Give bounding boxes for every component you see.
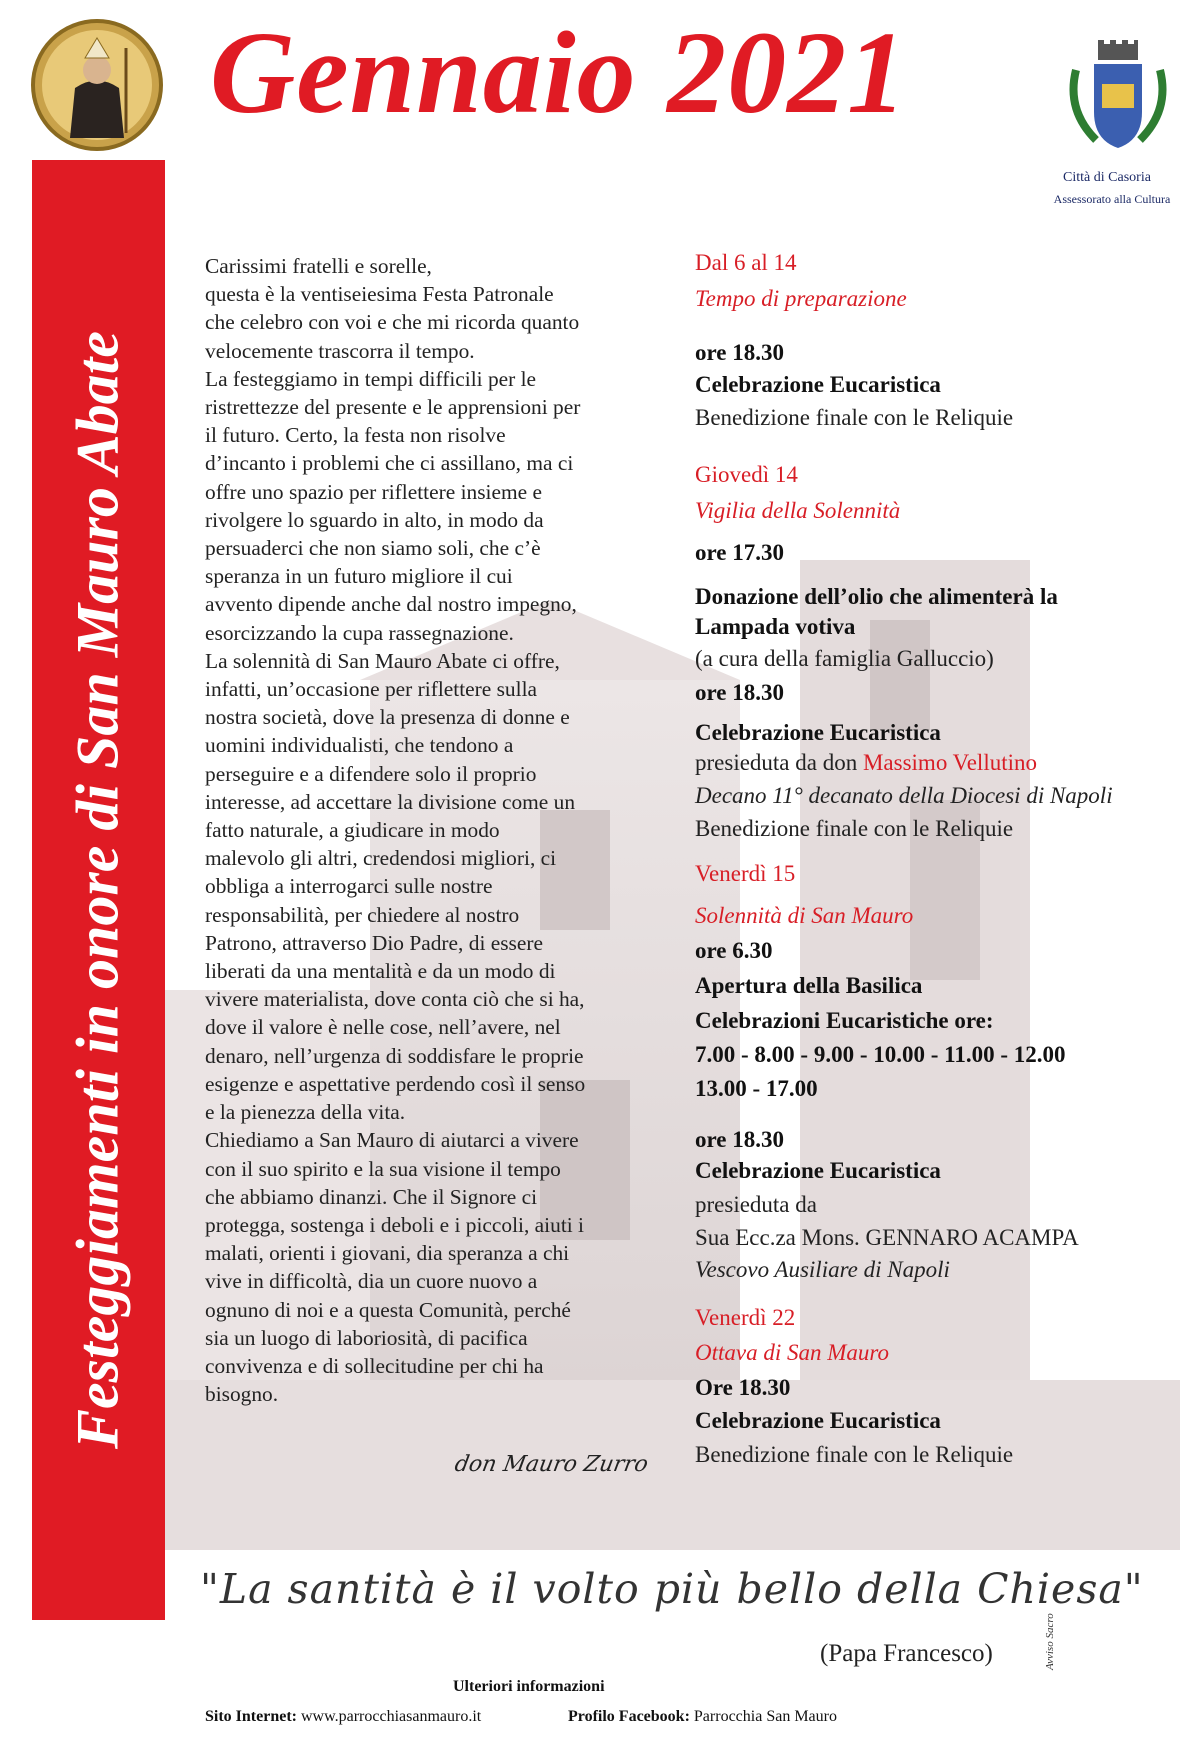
- letter-line: avvento dipende anche dal nostro impegno,: [205, 592, 577, 617]
- program-line-bold: Celebrazione Eucaristica: [695, 1158, 941, 1183]
- letter-line: malati, orienti i giovani, dia speranza a chi: [205, 1241, 570, 1266]
- letter-line: velocemente trascorra il tempo.: [205, 338, 475, 363]
- program-line-time: ore 17.30: [695, 540, 785, 565]
- letter-line: interesse, ad accettare la divisione come un: [205, 789, 576, 814]
- letter-line: che celebro con voi e che mi ricorda quanto: [205, 310, 580, 335]
- letter-line: uomini individualisti, che tendono a: [205, 733, 514, 758]
- city-department: Assessorato alla Cultura: [1053, 192, 1171, 206]
- website-link[interactable]: www.parrocchiasanmauro.it: [300, 1708, 482, 1725]
- info-website: [205, 1708, 481, 1726]
- city-crest-icon: [1062, 40, 1174, 160]
- letter-line: e la pienezza della vita.: [205, 1100, 406, 1125]
- letter-line: ognuno di noi e a questa Comunità, perché: [205, 1297, 571, 1322]
- page-title: Gennaio 2021: [210, 7, 908, 138]
- letter-line: Carissimi fratelli e sorelle,: [205, 254, 432, 278]
- side-banner-text: Festeggiamenti in onore di San Mauro Abate: [64, 331, 131, 1449]
- program-highlight: Massimo Vellutino: [862, 750, 1037, 775]
- program-line-reg: Benedizione finale con le Reliquie: [695, 1442, 1014, 1467]
- program-line-ital: Decano 11° decanato della Diocesi di Napoli: [695, 783, 1113, 808]
- letter-line: fatto naturale, a giudicare in modo: [205, 818, 500, 843]
- program-line-sub: Ottava di San Mauro: [695, 1340, 889, 1365]
- quote-author: (Papa Francesco): [820, 1640, 993, 1667]
- letter-line: convivenza e di sollecitudine per chi ha: [205, 1353, 544, 1378]
- letter-line: protegga, sostenga i deboli e i piccoli, aiuti i: [205, 1212, 584, 1237]
- letter-line: responsabilità, per chiedere al nostro: [205, 902, 520, 927]
- letter-line: dove il valore è nelle cose, nell’avere, nel: [205, 1015, 561, 1040]
- program-line-time: ore 18.30: [695, 680, 785, 705]
- program-line-bold: 7.00 - 8.00 - 9.00 - 10.00 - 11.00 - 12.00: [695, 1042, 1066, 1067]
- letter-line: bisogno.: [205, 1382, 279, 1407]
- quote: "La santità è il volto più bello della Chiesa": [200, 1565, 1144, 1613]
- program-line-day: Venerdì 22: [695, 1305, 796, 1330]
- program-line-day: Dal 6 al 14: [695, 250, 797, 275]
- program-line-sub: Tempo di preparazione: [695, 286, 907, 311]
- small-credit: Avviso Sacro: [1044, 1613, 1056, 1670]
- program-line-bold: Apertura della Basilica: [695, 973, 923, 998]
- program-line-bold: Celebrazione Eucaristica: [695, 720, 941, 745]
- letter-line: questa è la ventiseiesima Festa Patronale: [205, 282, 554, 307]
- info-title: Ulteriori informazioni: [453, 1678, 605, 1695]
- letter-line: offre uno spazio per riflettere insieme e: [205, 479, 542, 504]
- program-line-ital: Vescovo Ausiliare di Napoli: [695, 1257, 950, 1282]
- facebook-link[interactable]: Parrocchia San Mauro: [693, 1708, 837, 1725]
- program-text: presieduta da don: [695, 750, 863, 775]
- letter-line: perseguire e a difendere solo il proprio: [205, 761, 537, 786]
- letter-line: La festeggiamo in tempi difficili per le: [205, 366, 537, 391]
- program-line-bold: Donazione dell’olio che alimenterà la: [695, 584, 1058, 609]
- program-line-reg: Benedizione finale con le Reliquie: [695, 405, 1014, 430]
- letter-line: nostra società, dove la presenza di donne e: [205, 705, 570, 730]
- pastor-letter: [205, 252, 655, 1408]
- program-line-bold: Lampada votiva: [695, 614, 856, 639]
- city-name: Città di Casoria: [1063, 170, 1151, 185]
- program-line-bold: 13.00 - 17.00: [695, 1076, 818, 1101]
- letter-line: Patrono, attraverso Dio Padre, di essere: [205, 930, 543, 955]
- program-line-reg: (a cura della famiglia Galluccio): [695, 646, 994, 671]
- letter-line: esigenze e aspettative perdendo così il senso: [205, 1071, 586, 1096]
- letter-line: speranza in un futuro migliore il cui: [205, 564, 513, 589]
- letter-line: con il suo spirito e la sua visione il tempo: [205, 1156, 561, 1181]
- website-label: Sito Internet:: [205, 1708, 297, 1725]
- letter-line: Chiediamo a San Mauro di aiutarci a vivere: [205, 1128, 579, 1153]
- letter-line: persuaderci che non siamo soli, che c’è: [205, 536, 541, 561]
- letter-line: vive in difficoltà, dia un cuore nuovo a: [205, 1269, 538, 1294]
- program-line-sub: Solennità di San Mauro: [695, 903, 914, 928]
- program-line-bold: Celebrazioni Eucaristiche ore:: [695, 1008, 994, 1033]
- program-line-reg: Benedizione finale con le Reliquie: [695, 816, 1014, 841]
- program-line-time: Ore 18.30: [695, 1375, 791, 1400]
- program-line-redline: Sua Ecc.za Mons. GENNARO ACAMPA: [695, 1225, 1079, 1250]
- letter-line: esorcizzando la cupa rassegnazione.: [205, 620, 514, 645]
- letter-line: La solennità di San Mauro Abate ci offre,: [205, 648, 560, 673]
- letter-line: malevolo gli altri, credendosi migliori, ci: [205, 846, 557, 871]
- letter-line: obbliga a interrogarci sulle nostre: [205, 874, 493, 899]
- info-facebook: [568, 1708, 837, 1726]
- letter-line: rivolgere lo sguardo in alto, in modo da: [205, 507, 544, 532]
- program-line-mixed: [695, 750, 1037, 776]
- program-line-day: Venerdì 15: [695, 861, 796, 886]
- signature: don Mauro Zurro: [452, 1452, 651, 1477]
- program-line-time: ore 6.30: [695, 938, 773, 963]
- letter-line: il futuro. Certo, la festa non risolve: [205, 423, 506, 448]
- letter-line: vivere materialista, dove conta ciò che si ha,: [205, 987, 585, 1012]
- program-line-time: ore 18.30: [695, 340, 785, 365]
- program-line-bold: Celebrazione Eucaristica: [695, 372, 941, 397]
- saint-medallion-image: [30, 18, 164, 152]
- letter-line: che abbiamo dinanzi. Che il Signore ci: [205, 1184, 538, 1209]
- program-line-bold: Celebrazione Eucaristica: [695, 1408, 941, 1433]
- program-line-time: ore 18.30: [695, 1127, 785, 1152]
- program-line-day: Giovedì 14: [695, 462, 798, 487]
- letter-line: sia un luogo di laboriosità, di pacifica: [205, 1325, 528, 1350]
- letter-line: infatti, un’occasione per riflettere sulla: [205, 677, 538, 702]
- letter-line: ristrettezze del presente e le apprensioni per: [205, 395, 581, 420]
- facebook-label: Profilo Facebook:: [568, 1708, 690, 1725]
- letter-line: denaro, nell’urgenza di soddisfare le proprie: [205, 1043, 584, 1068]
- program-line-sub: Vigilia della Solennità: [695, 498, 901, 523]
- program-line-reg: presieduta da: [695, 1192, 817, 1217]
- letter-line: liberati da una mentalità e da un modo di: [205, 959, 556, 984]
- letter-line: d’incanto i problemi che ci assillano, ma ci: [205, 451, 574, 476]
